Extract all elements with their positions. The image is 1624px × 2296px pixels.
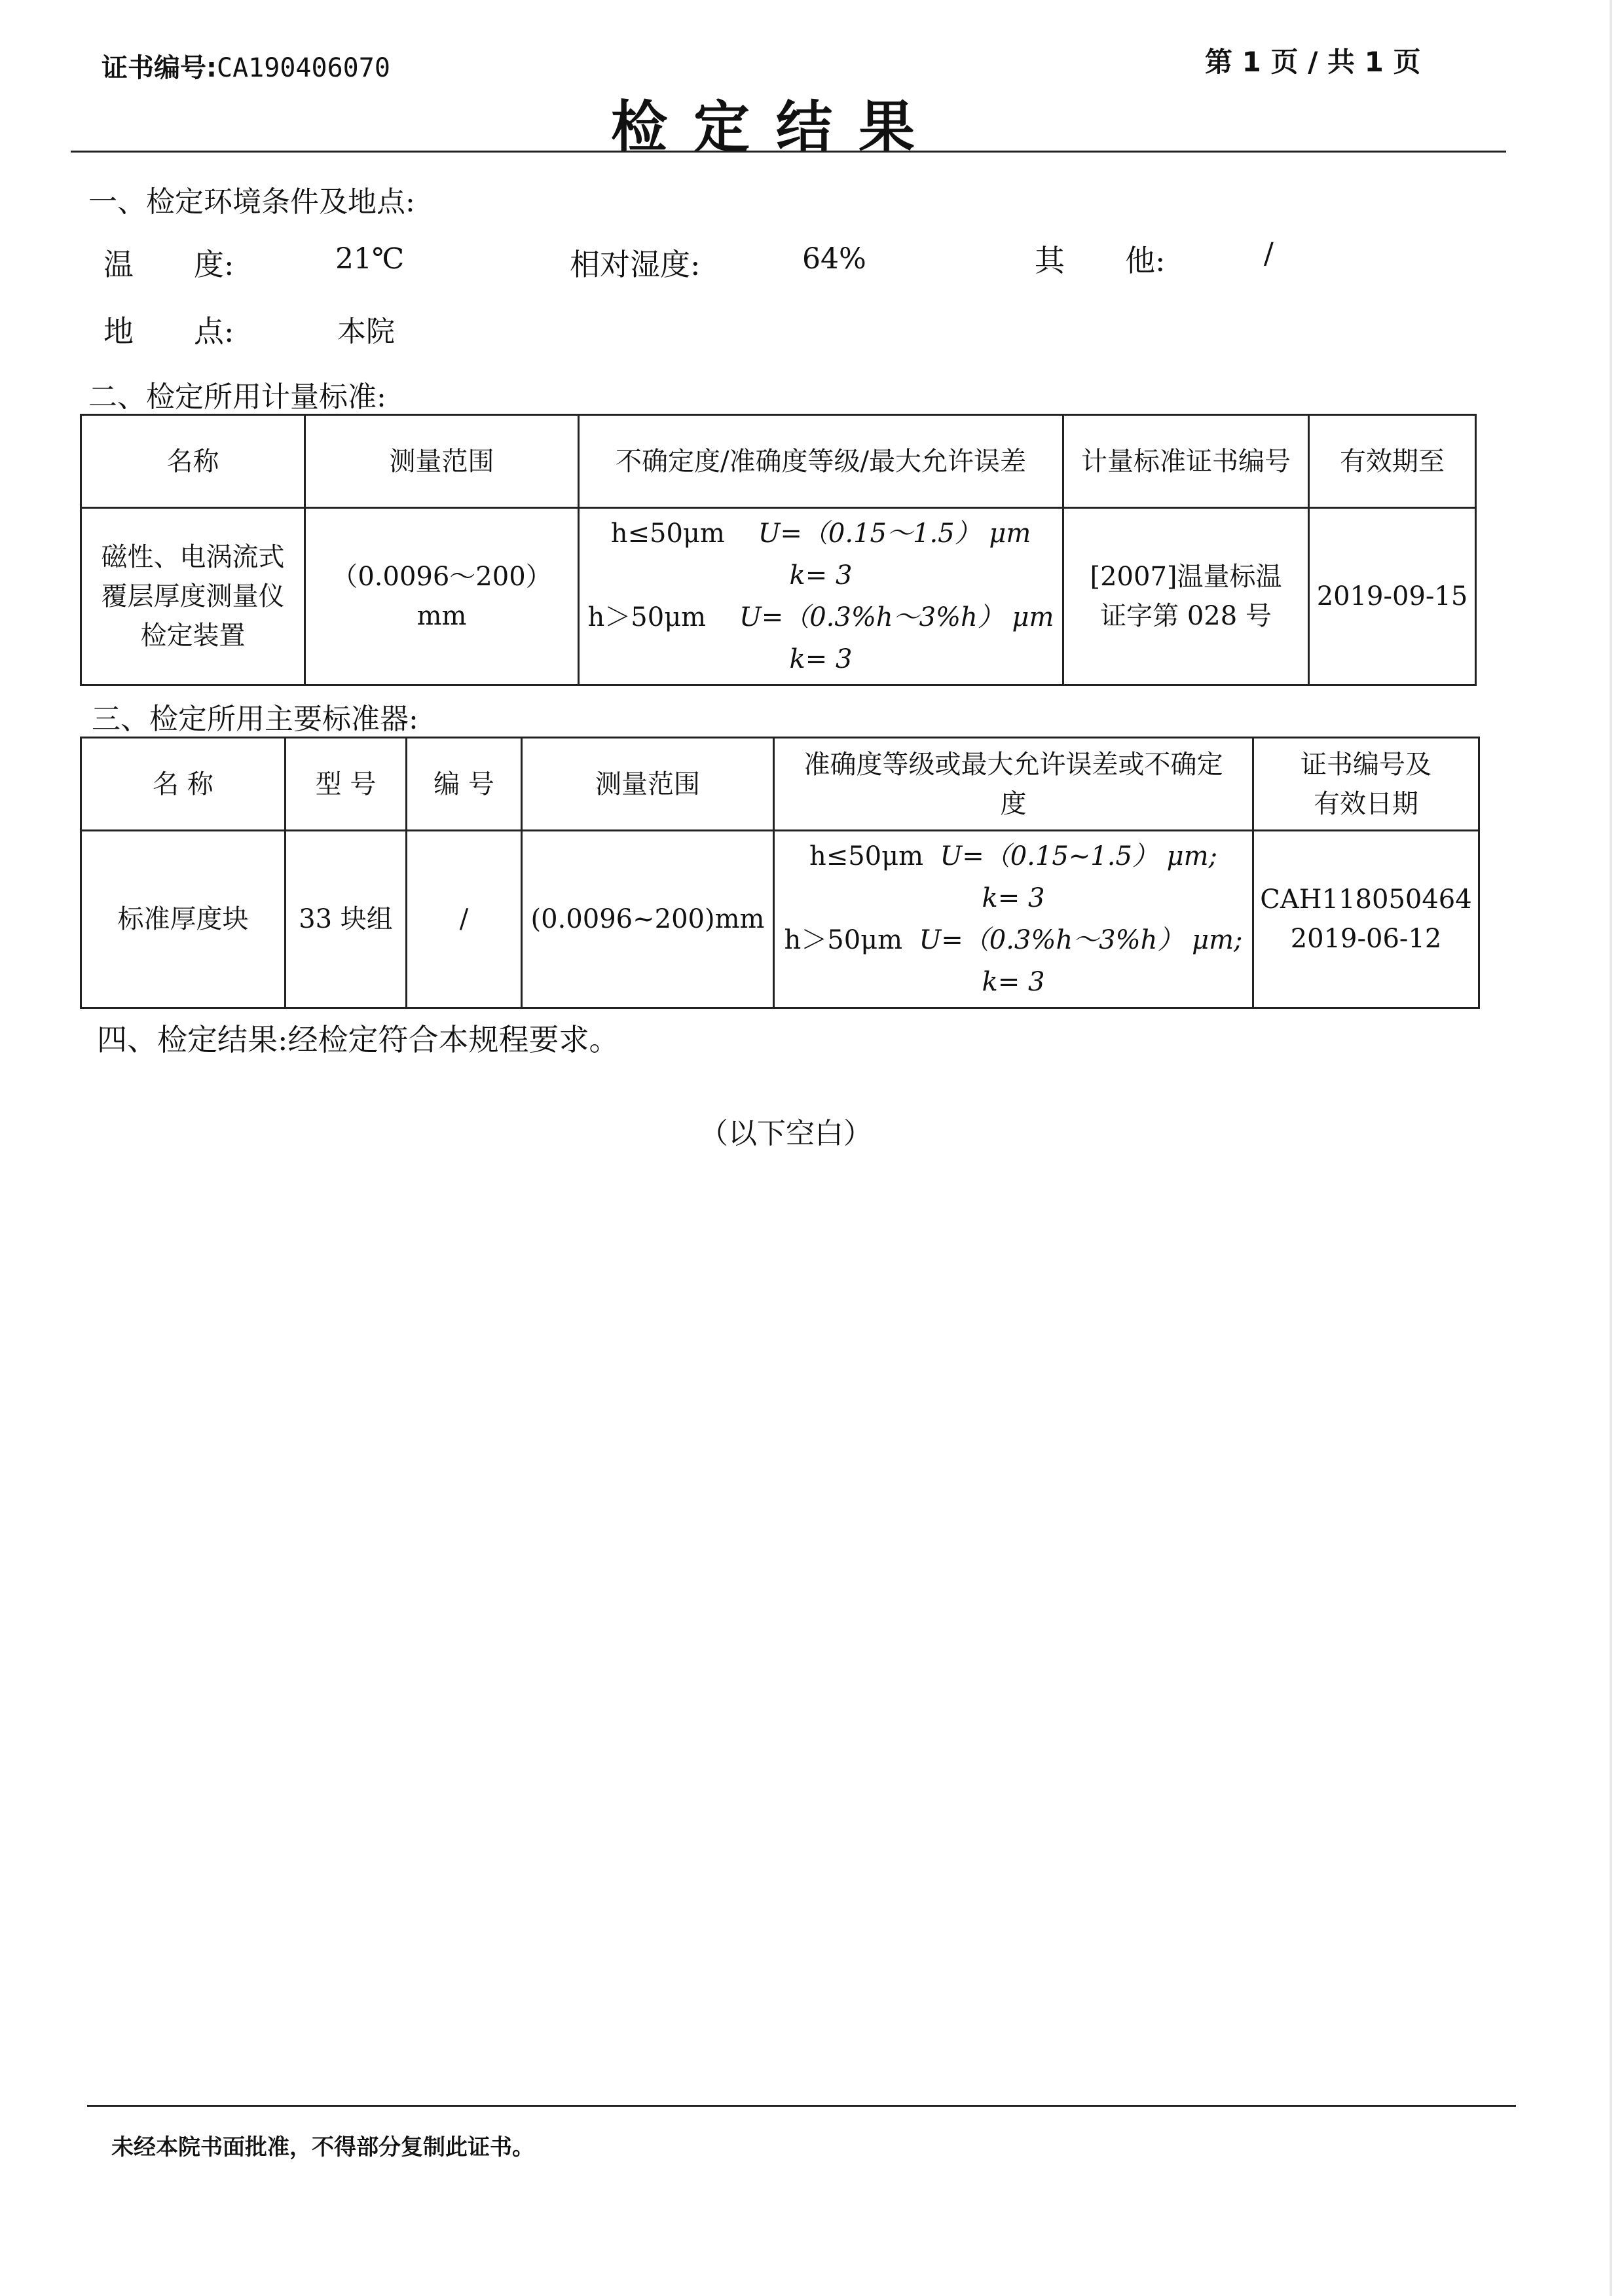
cert-number: CAH118050464	[1260, 884, 1472, 915]
header-model: 型 号	[286, 738, 407, 831]
verification-result: 四、检定结果:经检定符合本规程要求。	[97, 1022, 619, 1057]
section2-heading: 二、检定所用计量标准:	[88, 380, 386, 414]
cell-range: (0.0096~200)mm	[522, 831, 774, 1008]
u1-coverage: k= 3	[789, 560, 853, 591]
header-valid: 有效期至	[1309, 415, 1476, 508]
cell-uncertainty	[579, 508, 1063, 685]
blank-below-note: （以下空白）	[699, 1117, 872, 1150]
footer-divider	[87, 2105, 1516, 2107]
certificate-number-label: 证书编号:	[101, 53, 217, 83]
a1-condition: h≤50μm	[809, 841, 924, 871]
other-label: 其 他:	[1035, 243, 1166, 278]
scan-edge-line	[1610, 0, 1612, 2296]
location-label: 地 点:	[103, 314, 234, 349]
cell-cert	[1253, 831, 1479, 1008]
header-cert: 证书编号及有效日期	[1253, 738, 1479, 831]
u2-condition: h＞50μm	[587, 602, 707, 632]
a2-coverage: k= 3	[982, 967, 1045, 997]
section1-heading: 一、检定环境条件及地点:	[88, 185, 415, 219]
temperature-label: 温 度:	[103, 247, 234, 282]
header-name: 名 称	[81, 738, 286, 831]
u1-expression: U=（0.15～1.5） μm	[758, 519, 1031, 549]
cell-name: 标准厚度块	[81, 831, 286, 1008]
cell-range: （0.0096～200）mm	[305, 508, 579, 685]
cert-date: 2019-06-12	[1290, 924, 1442, 954]
header-accuracy: 准确度等级或最大允许误差或不确定度	[774, 738, 1253, 831]
u1-condition: h≤50μm	[610, 519, 725, 549]
certificate-number	[101, 47, 390, 84]
cell-valid: 2019-09-15	[1309, 508, 1476, 685]
a2-expression: U=（0.3%h～3%h） μm;	[919, 925, 1243, 955]
temperature-value: 21℃	[335, 242, 405, 276]
cell-cert: [2007]温量标温证字第 028 号	[1063, 508, 1309, 685]
section3-heading: 三、检定所用主要标准器:	[92, 702, 418, 736]
table-header-row	[81, 415, 1476, 508]
cell-accuracy	[774, 831, 1253, 1008]
u2-expression: U=（0.3%h～3%h） μm	[739, 602, 1054, 632]
header-cert: 计量标准证书编号	[1063, 415, 1309, 508]
header-range: 测量范围	[522, 738, 774, 831]
header-range: 测量范围	[305, 415, 579, 508]
header-uncertainty: 不确定度/准确度等级/最大允许误差	[579, 415, 1063, 508]
humidity-label: 相对湿度:	[570, 247, 701, 282]
header-serial: 编 号	[407, 738, 522, 831]
footer-notice: 未经本院书面批准，不得部分复制此证书。	[111, 2134, 534, 2160]
document-title: 检定结果	[611, 95, 941, 160]
uncertainty-line-1	[585, 513, 1057, 555]
location-value: 本院	[337, 315, 395, 348]
cell-model: 33 块组	[286, 831, 407, 1008]
header-divider	[71, 151, 1506, 153]
other-value: /	[1264, 237, 1274, 270]
uncertainty-line-2	[585, 596, 1057, 638]
cell-serial: /	[407, 831, 522, 1008]
accuracy-line-2	[780, 919, 1247, 961]
measurement-standard-table	[80, 414, 1477, 686]
a1-expression: U=（0.15~1.5） μm;	[940, 841, 1218, 871]
table-header-row	[81, 738, 1479, 831]
a1-coverage: k= 3	[982, 883, 1045, 913]
u2-coverage: k= 3	[789, 644, 853, 674]
header-name: 名称	[81, 415, 305, 508]
humidity-value: 64%	[802, 242, 866, 276]
accuracy-line-1	[780, 835, 1247, 877]
main-standard-equipment-table	[80, 737, 1480, 1009]
certificate-number-value: CA190406070	[217, 53, 390, 83]
cell-name: 磁性、电涡流式覆层厚度测量仪检定装置	[81, 508, 305, 685]
a2-condition: h＞50μm	[784, 925, 903, 955]
table-row	[81, 508, 1476, 685]
page-indicator: 第 1 页 / 共 1 页	[1205, 46, 1421, 78]
table-row	[81, 831, 1479, 1008]
